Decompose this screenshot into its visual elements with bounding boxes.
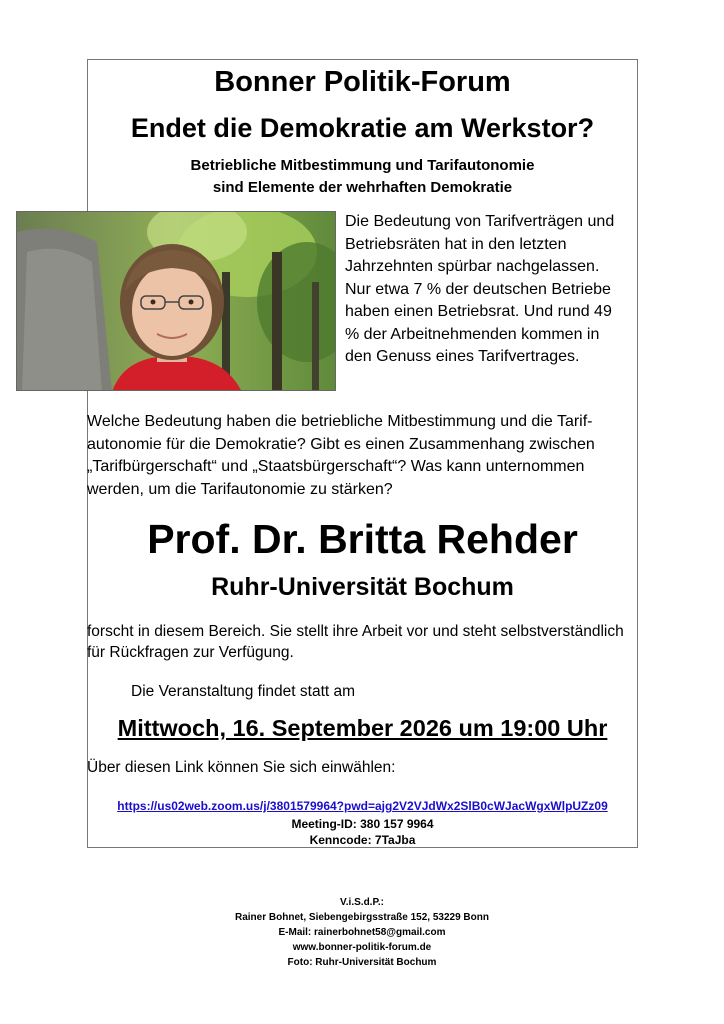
- zoom-link[interactable]: https://us02web.zoom.us/j/3801579964?pwd=ajg2V2VJdWx2SlB0cWJacWgxWlpUZz09: [117, 799, 608, 813]
- intro-line: Nur etwa 7 % der deutschen Betriebe: [345, 280, 611, 298]
- speaker-photo-illustration: [17, 212, 336, 391]
- event-date: Mittwoch, 16. September 2026 um 19:00 Uhr: [117, 715, 608, 741]
- subtitle-line: Betriebliche Mitbestimmung und Tarifautonomie: [190, 157, 535, 174]
- intro-text: [345, 211, 637, 369]
- event-headline: Endet die Demokratie am Werkstor?: [130, 113, 595, 143]
- footer-line: E-Mail: rainerbohnet58@gmail.com: [278, 927, 446, 938]
- question-line: „Tarifbürgerschaft“ und „Staatsbürgerschaft“? Was kann unternommen: [87, 458, 585, 475]
- meeting-id: Meeting-ID: 380 157 9964: [291, 817, 434, 831]
- intro-line: haben einen Betriebsrat. Und rund 49: [345, 303, 612, 320]
- meeting-passcode: Kenncode: 7TaJba: [309, 833, 416, 847]
- intro-line: Betriebsräten hat in den letzten: [345, 235, 567, 253]
- question-text: [87, 411, 638, 501]
- speaker-affiliation: Ruhr-Universität Bochum: [211, 573, 514, 601]
- question-line: Welche Bedeutung haben die betriebliche Mitbestimmung und die Tarif-: [87, 413, 593, 430]
- speaker-name: Prof. Dr. Britta Rehder: [147, 516, 578, 562]
- imprint-footer: [0, 895, 724, 970]
- event-subtitle: [87, 155, 638, 199]
- forum-title: Bonner Politik-Forum: [214, 66, 511, 98]
- link-intro: Über diesen Link können Sie sich einwählen:: [87, 759, 396, 776]
- intro-line: den Genuss eines Tarifvertrages.: [345, 348, 580, 365]
- speaker-photo: [16, 211, 336, 391]
- question-line: autonomie für die Demokratie? Gibt es einen Zusammenhang zwischen: [87, 435, 595, 453]
- footer-line: V.i.S.d.P.:: [340, 897, 384, 908]
- venue-text: Die Veranstaltung findet statt am: [131, 683, 356, 700]
- footer-line: Foto: Ruhr-Universität Bochum: [287, 957, 437, 968]
- speaker-description: [87, 621, 638, 663]
- footer-line: Rainer Bohnet, Siebengebirgsstraße 152, 53229 Bonn: [235, 912, 489, 923]
- intro-line: % der Arbeitnehmenden kommen in: [345, 325, 600, 343]
- intro-line: Jahrzehnten spürbar nachgelassen.: [345, 258, 600, 275]
- speaker-line: forscht in diesem Bereich. Sie stellt ihre Arbeit vor und steht selbstverständlich: [87, 623, 624, 640]
- footer-line: www.bonner-politik-forum.de: [292, 942, 432, 953]
- speaker-line: für Rückfragen zur Verfügung.: [87, 644, 294, 661]
- subtitle-line: sind Elemente der wehrhaften Demokratie: [212, 179, 513, 196]
- intro-line: Die Bedeutung von Tarifverträgen und: [345, 213, 615, 230]
- question-line: werden, um die Tarifautonomie zu stärken?: [87, 480, 393, 498]
